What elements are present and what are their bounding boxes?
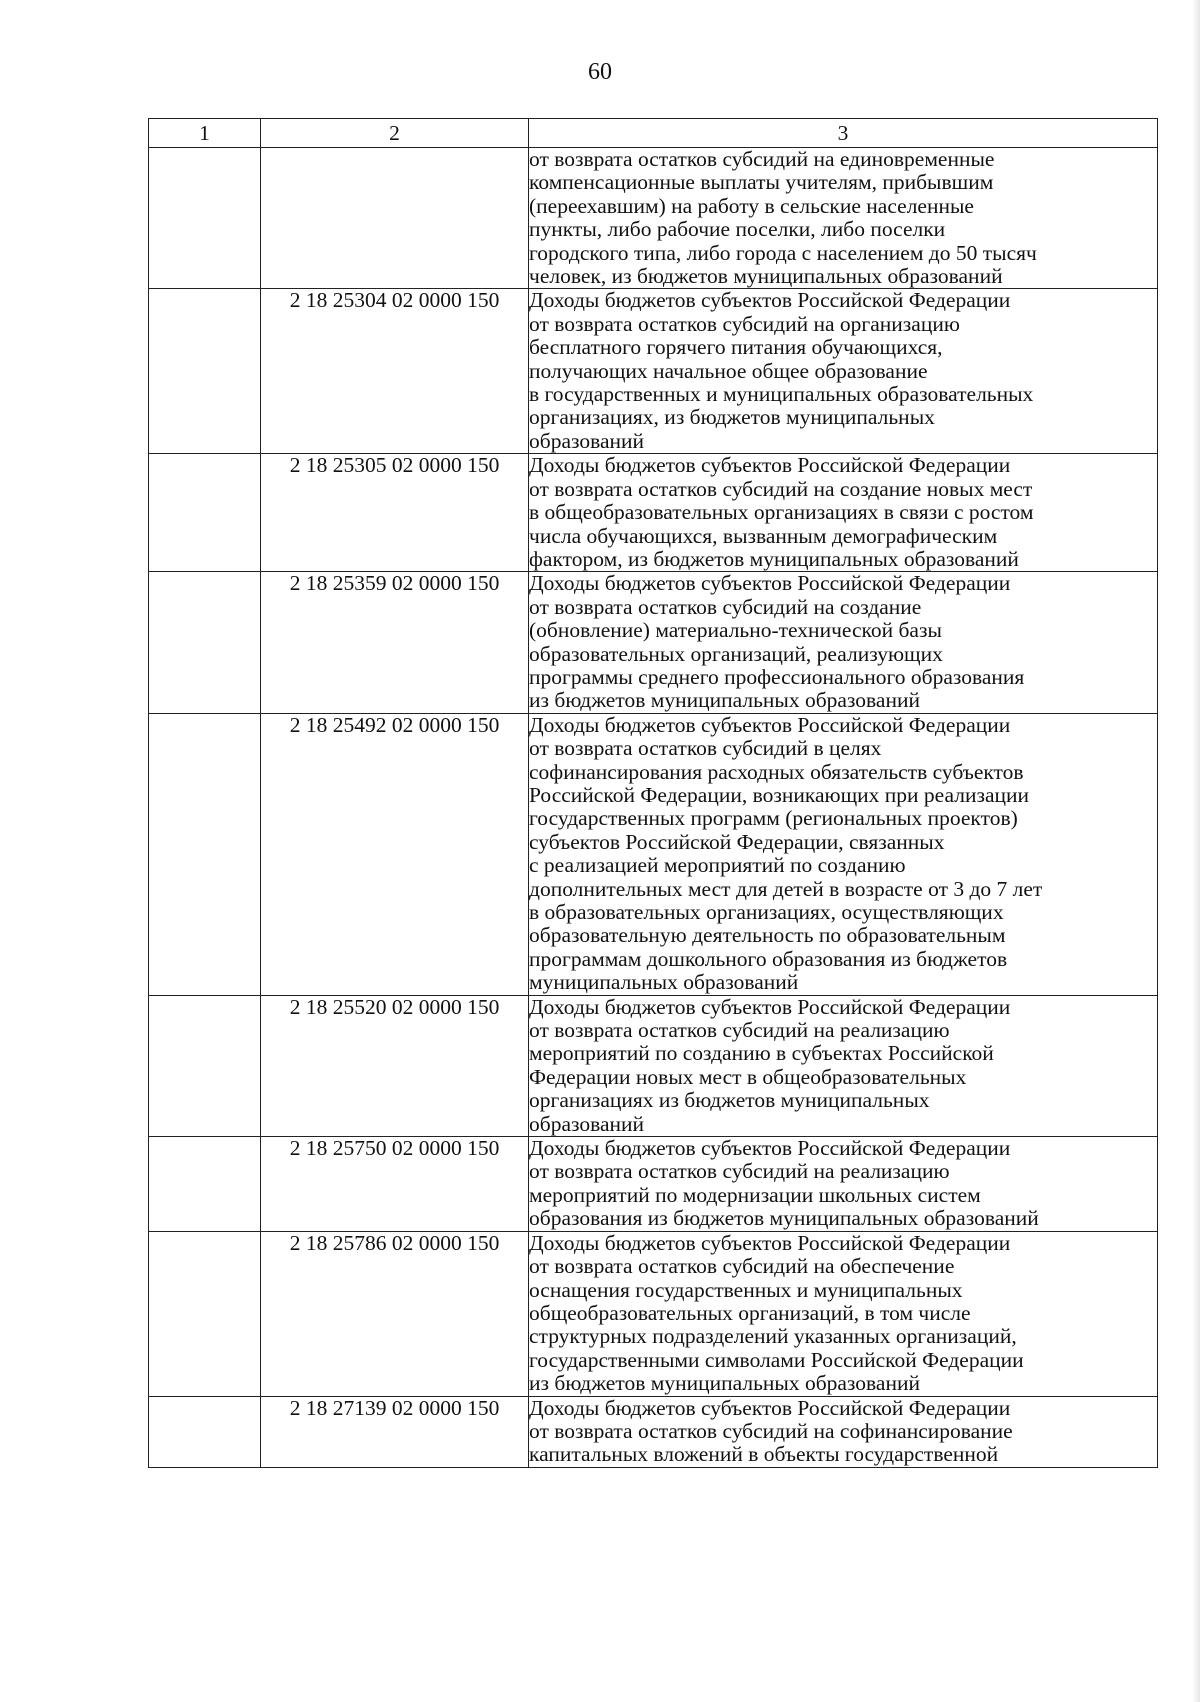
description-line: мероприятий по модернизации школьных систем bbox=[529, 1182, 981, 1207]
revenue-code: 2 18 25492 02 0000 150 bbox=[261, 713, 529, 995]
revenue-description bbox=[529, 289, 1158, 454]
description-line: образований bbox=[529, 1111, 645, 1136]
description-line: образовательную деятельность по образовательным bbox=[529, 923, 1006, 948]
description-line: Доходы бюджетов субъектов Российской Федерации bbox=[529, 1136, 1011, 1161]
description-line: образования из бюджетов муниципальных образований bbox=[529, 1206, 1039, 1231]
table-row bbox=[149, 1137, 1158, 1232]
description-line: (переехавшим) на работу в сельские населенные bbox=[529, 193, 974, 218]
row-col-1 bbox=[149, 289, 261, 454]
description-line: программам дошкольного образования из бюджетов bbox=[529, 946, 1008, 971]
description-line: организациях, из бюджетов муниципальных bbox=[529, 405, 935, 430]
revenue-description bbox=[529, 148, 1158, 289]
description-line: от возврата остатков субсидий на создание новых мест bbox=[529, 476, 1033, 501]
description-line: получающих начальное общее образование bbox=[529, 358, 928, 383]
description-line: фактором, из бюджетов муниципальных образований bbox=[529, 546, 1019, 571]
revenue-description bbox=[529, 1231, 1158, 1396]
revenue-code: 2 18 25304 02 0000 150 bbox=[261, 289, 529, 454]
table-body bbox=[149, 148, 1158, 1468]
revenue-code bbox=[261, 148, 529, 289]
revenue-code: 2 18 25520 02 0000 150 bbox=[261, 995, 529, 1136]
description-line: муниципальных образований bbox=[529, 970, 799, 995]
description-line: субъектов Российской Федерации, связанных bbox=[529, 829, 945, 854]
description-line: от возврата остатков субсидий на единовременные bbox=[529, 147, 995, 171]
header-col-3: 3 bbox=[529, 119, 1158, 148]
table-row bbox=[149, 1231, 1158, 1396]
revenue-code: 2 18 25786 02 0000 150 bbox=[261, 1231, 529, 1396]
revenue-description bbox=[529, 454, 1158, 572]
description-line: из бюджетов муниципальных образований bbox=[529, 688, 920, 713]
description-line: в государственных и муниципальных образовательных bbox=[529, 382, 1034, 407]
header-col-1: 1 bbox=[149, 119, 261, 148]
table-row bbox=[149, 713, 1158, 995]
description-line: общеобразовательных организаций, в том числе bbox=[529, 1300, 971, 1325]
revenue-description bbox=[529, 1396, 1158, 1467]
row-col-1 bbox=[149, 1231, 261, 1396]
row-col-1 bbox=[149, 572, 261, 713]
header-col-2: 2 bbox=[261, 119, 529, 148]
description-line: программы среднего профессионального образования bbox=[529, 664, 1025, 689]
description-line: Доходы бюджетов субъектов Российской Федерации bbox=[529, 1395, 1011, 1420]
description-line: Доходы бюджетов субъектов Российской Федерации bbox=[529, 712, 1011, 737]
table-row bbox=[149, 289, 1158, 454]
row-col-1 bbox=[149, 1396, 261, 1467]
header-row bbox=[149, 119, 1158, 148]
revenue-description bbox=[529, 1137, 1158, 1232]
description-line: структурных подразделений указанных организаций, bbox=[529, 1324, 1017, 1349]
table-row bbox=[149, 995, 1158, 1136]
row-col-1 bbox=[149, 995, 261, 1136]
row-col-1 bbox=[149, 713, 261, 995]
revenue-code: 2 18 25359 02 0000 150 bbox=[261, 572, 529, 713]
description-line: государственными символами Российской Федерации bbox=[529, 1347, 1024, 1372]
row-col-1 bbox=[149, 148, 261, 289]
description-line: образовательных организаций, реализующих bbox=[529, 641, 943, 666]
revenue-description bbox=[529, 713, 1158, 995]
description-line: Российской Федерации, возникающих при реализации bbox=[529, 782, 1030, 807]
revenue-code: 2 18 25750 02 0000 150 bbox=[261, 1137, 529, 1232]
description-line: пункты, либо рабочие поселки, либо поселки bbox=[529, 217, 946, 242]
row-col-1 bbox=[149, 454, 261, 572]
description-line: образований bbox=[529, 428, 645, 453]
description-line: от возврата остатков субсидий на создание bbox=[529, 594, 922, 619]
description-line: оснащения государственных и муниципальных bbox=[529, 1277, 963, 1302]
revenue-code: 2 18 27139 02 0000 150 bbox=[261, 1396, 529, 1467]
description-line: организациях из бюджетов муниципальных bbox=[529, 1088, 930, 1113]
description-line: числа обучающихся, вызванным демографическим bbox=[529, 523, 998, 548]
description-line: из бюджетов муниципальных образований bbox=[529, 1371, 920, 1396]
description-line: Доходы бюджетов субъектов Российской Федерации bbox=[529, 994, 1011, 1019]
description-line: от возврата остатков субсидий на реализацию bbox=[529, 1018, 950, 1043]
description-line: Доходы бюджетов субъектов Российской Федерации bbox=[529, 453, 1011, 478]
description-line: государственных программ (региональных проектов) bbox=[529, 806, 1018, 831]
table-row bbox=[149, 148, 1158, 289]
description-line: (обновление) материально-технической базы bbox=[529, 618, 942, 643]
description-line: от возврата остатков субсидий на организацию bbox=[529, 311, 960, 336]
description-line: Федерации новых мест в общеобразовательных bbox=[529, 1064, 967, 1089]
description-line: компенсационные выплаты учителям, прибывшим bbox=[529, 170, 994, 195]
description-line: от возврата остатков субсидий на обеспечение bbox=[529, 1254, 955, 1279]
description-line: от возврата остатков субсидий в целях bbox=[529, 736, 882, 761]
description-line: человек, из бюджетов муниципальных образований bbox=[529, 264, 1003, 289]
table-row bbox=[149, 1396, 1158, 1467]
description-line: капитальных вложений в объекты государственной bbox=[529, 1442, 999, 1467]
row-col-1 bbox=[149, 1137, 261, 1232]
description-line: мероприятий по созданию в субъектах Российской bbox=[529, 1041, 994, 1066]
description-line: с реализацией мероприятий по созданию bbox=[529, 853, 906, 878]
revenue-code: 2 18 25305 02 0000 150 bbox=[261, 454, 529, 572]
revenue-description bbox=[529, 995, 1158, 1136]
table-header bbox=[149, 119, 1158, 148]
page-number: 60 bbox=[588, 59, 612, 85]
description-line: бесплатного горячего питания обучающихся, bbox=[529, 335, 943, 360]
description-line: городского типа, либо города с населением до 50 тысяч bbox=[529, 240, 1037, 265]
description-line: софинансирования расходных обязательств субъектов bbox=[529, 759, 1024, 784]
description-line: в общеобразовательных организациях в связи с ростом bbox=[529, 500, 1034, 525]
scan-edge-shadow bbox=[1192, 0, 1200, 1702]
table-row bbox=[149, 454, 1158, 572]
revenue-description bbox=[529, 572, 1158, 713]
description-line: Доходы бюджетов субъектов Российской Федерации bbox=[529, 288, 1011, 313]
table-row bbox=[149, 572, 1158, 713]
description-line: дополнительных мест для детей в возрасте от 3 до 7 лет bbox=[529, 876, 1043, 901]
description-line: Доходы бюджетов субъектов Российской Федерации bbox=[529, 1230, 1011, 1255]
description-line: от возврата остатков субсидий на софинансирование bbox=[529, 1418, 1013, 1443]
description-line: в образовательных организациях, осуществляющих bbox=[529, 900, 1004, 924]
description-line: от возврата остатков субсидий на реализацию bbox=[529, 1159, 950, 1184]
budget-revenue-table bbox=[148, 118, 1158, 1468]
description-line: Доходы бюджетов субъектов Российской Федерации bbox=[529, 571, 1011, 596]
